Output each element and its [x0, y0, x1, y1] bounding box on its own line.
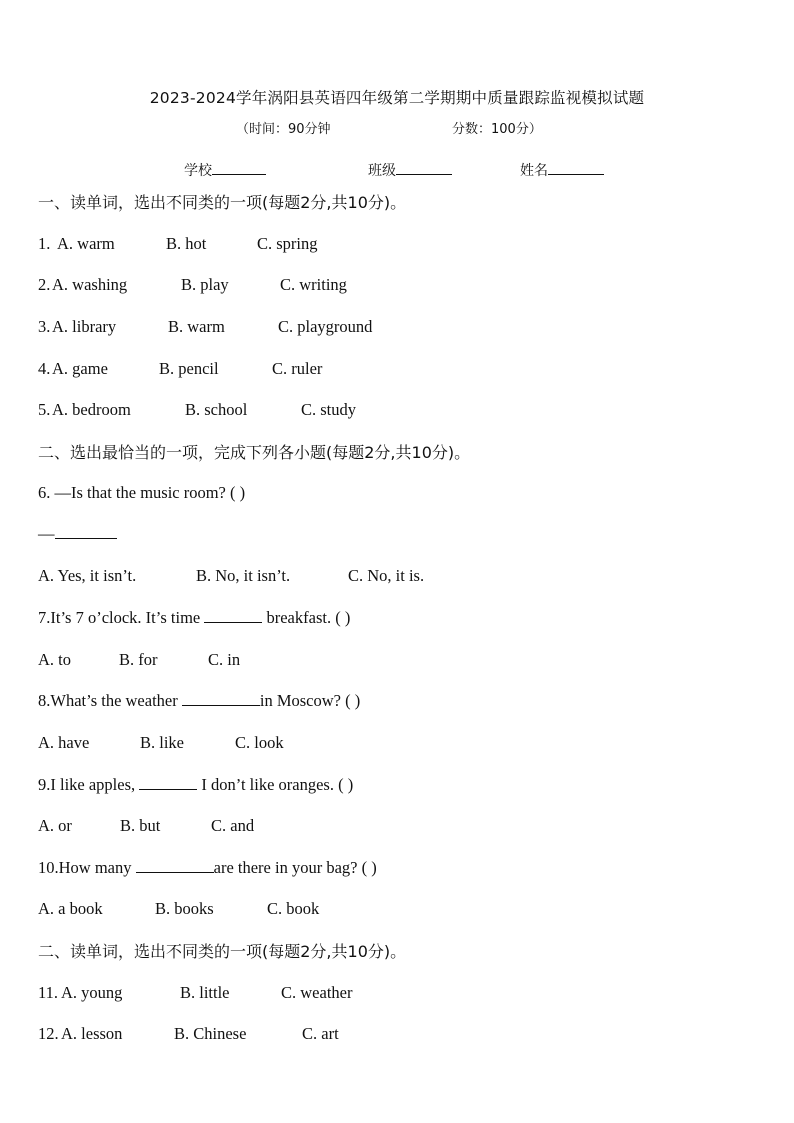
q6-answer-blank[interactable] — [55, 524, 117, 539]
q8-blank[interactable] — [182, 691, 260, 706]
q11-option-c: C. weather — [281, 983, 353, 1002]
q1-number: 1. — [38, 234, 51, 253]
q9-stem-start: 9.I like apples, — [38, 775, 140, 794]
q6-answer-line — [38, 524, 117, 544]
q10-option-a: A. a book — [38, 899, 103, 918]
q7-stem-end: breakfast. ( ) — [262, 608, 351, 627]
q2-option-c: C. writing — [280, 275, 347, 294]
q7-blank[interactable] — [204, 608, 262, 623]
q2-option-b: B. play — [181, 275, 229, 294]
q8-stem-end: in Moscow? ( ) — [259, 691, 361, 710]
score-info: 分数：100分） — [452, 122, 542, 137]
q10-blank[interactable] — [136, 858, 214, 873]
q7-option-c: C. in — [208, 650, 241, 669]
q9-stem — [38, 775, 353, 795]
school-blank[interactable] — [212, 160, 266, 175]
q6-option-a: A. Yes, it isn’t. — [38, 566, 137, 585]
section-3-heading: 二、读单词，选出不同类的一项(每题2分,共10分)。 — [38, 942, 407, 961]
q10-stem-end: are there in your bag? ( ) — [213, 858, 377, 877]
q5-option-c: C. study — [301, 400, 357, 419]
q11-number: 11. — [38, 983, 59, 1002]
name-field — [520, 160, 604, 180]
q11-option-b: B. little — [180, 983, 230, 1002]
q6-answer-dash: — — [38, 524, 55, 543]
q8-option-c: C. look — [235, 733, 284, 752]
q3-number: 3. — [38, 317, 51, 336]
section-2-heading: 二、选出最恰当的一项，完成下列各小题(每题2分,共10分)。 — [38, 443, 471, 462]
q7-option-b: B. for — [119, 650, 158, 669]
q9-option-c: C. and — [211, 816, 255, 835]
q6-option-b: B. No, it isn’t. — [196, 566, 291, 585]
q7-stem — [38, 608, 350, 628]
q7-option-a: A. to — [38, 650, 71, 669]
q11-option-a: A. young — [61, 983, 123, 1002]
q3-option-a: A. library — [52, 317, 117, 336]
time-info: （时间：90分钟 — [236, 122, 331, 137]
q1-option-c: C. spring — [257, 234, 318, 253]
q9-blank[interactable] — [139, 775, 197, 790]
q7-stem-start: 7.It’s 7 o’clock. It’s time — [38, 608, 205, 627]
q8-option-b: B. like — [140, 733, 184, 752]
name-blank[interactable] — [548, 160, 604, 175]
q5-option-a: A. bedroom — [52, 400, 131, 419]
q5-number: 5. — [38, 400, 51, 419]
school-label: 学校 — [184, 163, 212, 179]
q9-stem-end: I don’t like oranges. ( ) — [197, 775, 354, 794]
class-field — [368, 160, 452, 180]
q8-stem-start: 8.What’s the weather — [38, 691, 182, 710]
q6-option-c: C. No, it is. — [348, 566, 425, 585]
q4-option-a: A. game — [52, 359, 108, 378]
q12-option-a: A. lesson — [61, 1024, 123, 1043]
q10-stem — [38, 858, 377, 878]
q9-option-a: A. or — [38, 816, 72, 835]
q4-option-c: C. ruler — [272, 359, 323, 378]
q10-option-b: B. books — [155, 899, 214, 918]
q4-number: 4. — [38, 359, 51, 378]
q4-option-b: B. pencil — [159, 359, 219, 378]
name-label: 姓名 — [520, 163, 548, 179]
page-title: 2023-2024学年涡阳县英语四年级第二学期期中质量跟踪监视模拟试题 — [149, 89, 645, 107]
q3-option-b: B. warm — [168, 317, 225, 336]
q1-option-b: B. hot — [166, 234, 207, 253]
q10-stem-start: 10.How many — [38, 858, 136, 877]
q12-number: 12. — [38, 1024, 59, 1043]
q8-option-a: A. have — [38, 733, 90, 752]
q6-stem: 6. —Is that the music room? ( ) — [38, 483, 246, 502]
class-blank[interactable] — [396, 160, 452, 175]
q2-number: 2. — [38, 275, 51, 294]
section-1-heading: 一、读单词，选出不同类的一项(每题2分,共10分)。 — [38, 193, 407, 212]
q8-stem — [38, 691, 360, 711]
q5-option-b: B. school — [185, 400, 248, 419]
q12-option-c: C. art — [302, 1024, 339, 1043]
q12-option-b: B. Chinese — [174, 1024, 247, 1043]
q10-option-c: C. book — [267, 899, 320, 918]
q1-option-a: A. warm — [57, 234, 115, 253]
q9-option-b: B. but — [120, 816, 161, 835]
q2-option-a: A. washing — [52, 275, 128, 294]
school-field — [184, 160, 266, 180]
class-label: 班级 — [368, 163, 396, 179]
q3-option-c: C. playground — [278, 317, 373, 336]
